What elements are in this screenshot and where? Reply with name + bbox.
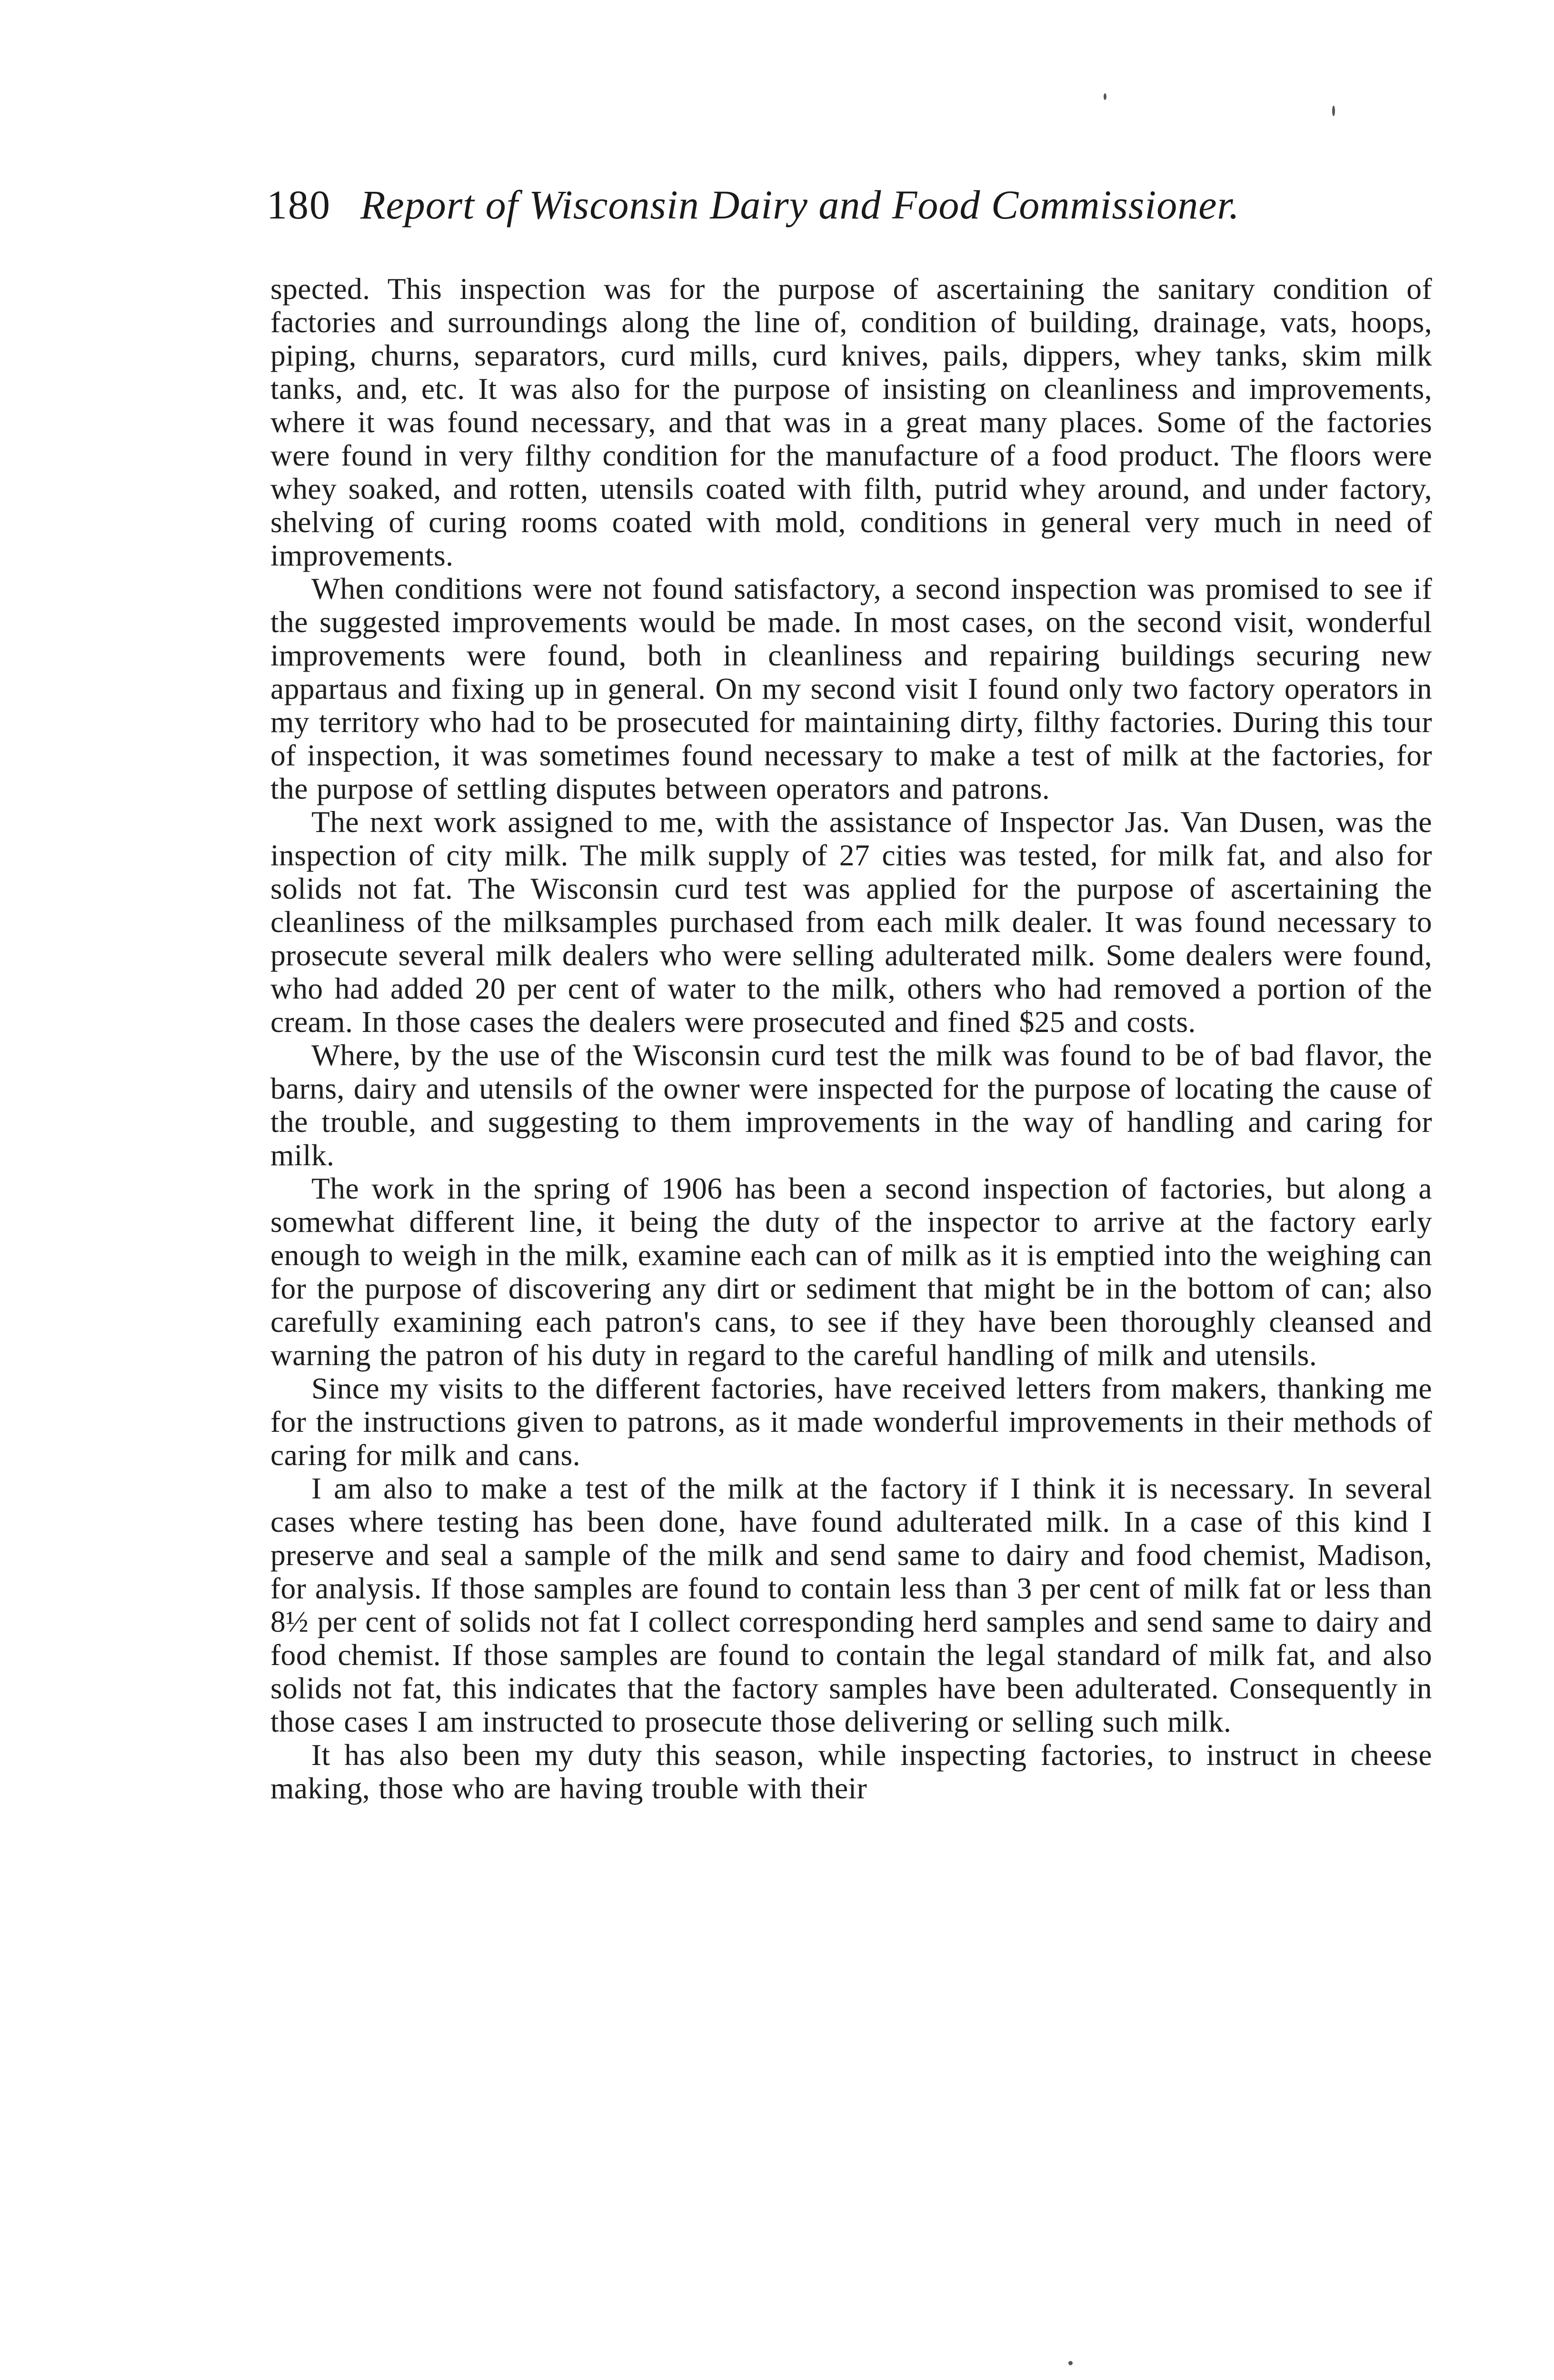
running-title: Report of Wisconsin Dairy and Food Commissioner. <box>360 182 1240 228</box>
paragraph: spected. This inspection was for the purpose of ascertaining the sanitary condition of factories and surroundings along the line of, condition of building, drainage, vats, hoops, piping, churns, separators, curd mills, curd knives, pails, dippers, whey tanks, skim milk tanks, and, etc. It was also for the purpose of insisting on cleanliness and improvements, where it was found necessary, and that was in a great many places. Some of the factories were found in very filthy condition for the manufacture of a food product. The floors were whey soaked, and rotten, utensils coated with filth, putrid whey around, and under factory, shelving of curing rooms coated with mold, conditions in general very much in need of improvements. <box>270 272 1432 572</box>
scan-speck <box>1068 2361 1073 2365</box>
paragraph: The work in the spring of 1906 has been a second inspection of factories, but along a somewhat different line, it being the duty of the inspector to arrive at the factory early enough to weigh in the milk, examine each can of milk as it is emptied into the weighing can for the purpose of discovering any dirt or sediment that might be in the bottom of can; also carefully examining each patron's cans, to see if they have been thoroughly cleansed and warning the patron of his duty in regard to the careful handling of milk and utensils. <box>270 1171 1432 1372</box>
paragraph: Where, by the use of the Wisconsin curd test the milk was found to be of bad flavor, the barns, dairy and utensils of the owner were inspected for the purpose of locating the cause of the trouble, and suggesting to them improvements in the way of handling and caring for milk. <box>270 1038 1432 1172</box>
scan-speck <box>1104 93 1106 100</box>
body-text <box>270 272 1432 1805</box>
scan-speck <box>1332 106 1335 116</box>
paragraph: It has also been my duty this season, while inspecting factories, to instruct in cheese making, those who are having trouble with their <box>270 1738 1432 1805</box>
paragraph: Since my visits to the different factories, have received letters from makers, thanking me for the instructions given to patrons, as it made wonderful improvements in their methods of caring for milk and cans. <box>270 1371 1432 1472</box>
page-number: 180 <box>267 182 331 228</box>
paragraph: The next work assigned to me, with the assistance of Inspector Jas. Van Dusen, was the inspection of city milk. The milk supply of 27 cities was tested, for milk fat, and also for solids not fat. The Wisconsin curd test was applied for the purpose of ascertaining the cleanliness of the milksamples purchased from each milk dealer. It was found necessary to prosecute several milk dealers who were selling adulterated milk. Some dealers were found, who had added 20 per cent of water to the milk, others who had removed a portion of the cream. In those cases the dealers were prosecuted and fined $25 and costs. <box>270 805 1432 1039</box>
paragraph: I am also to make a test of the milk at the factory if I think it is necessary. In several cases where testing has been done, have found adulterated milk. In a case of this kind I preserve and seal a sample of the milk and send same to dairy and food chemist, Madison, for analysis. If those samples are found to contain less than 3 per cent of milk fat or less than 8½ per cent of solids not fat I collect corresponding herd samples and send same to dairy and food chemist. If those samples are found to contain the legal standard of milk fat, and also solids not fat, this indicates that the factory samples have been adulterated. Consequently in those cases I am instructed to prosecute those delivering or selling such milk. <box>270 1471 1432 1738</box>
page-header <box>267 181 1438 228</box>
paragraph: When conditions were not found satisfactory, a second inspection was promised to see if the suggested improvements would be made. In most cases, on the second visit, wonderful improvements were found, both in cleanliness and repairing buildings securing new appartaus and fixing up in general. On my second visit I found only two factory operators in my territory who had to be prosecuted for maintaining dirty, filthy factories. During this tour of inspection, it was sometimes found necessary to make a test of milk at the factories, for the purpose of settling disputes between operators and patrons. <box>270 572 1432 805</box>
